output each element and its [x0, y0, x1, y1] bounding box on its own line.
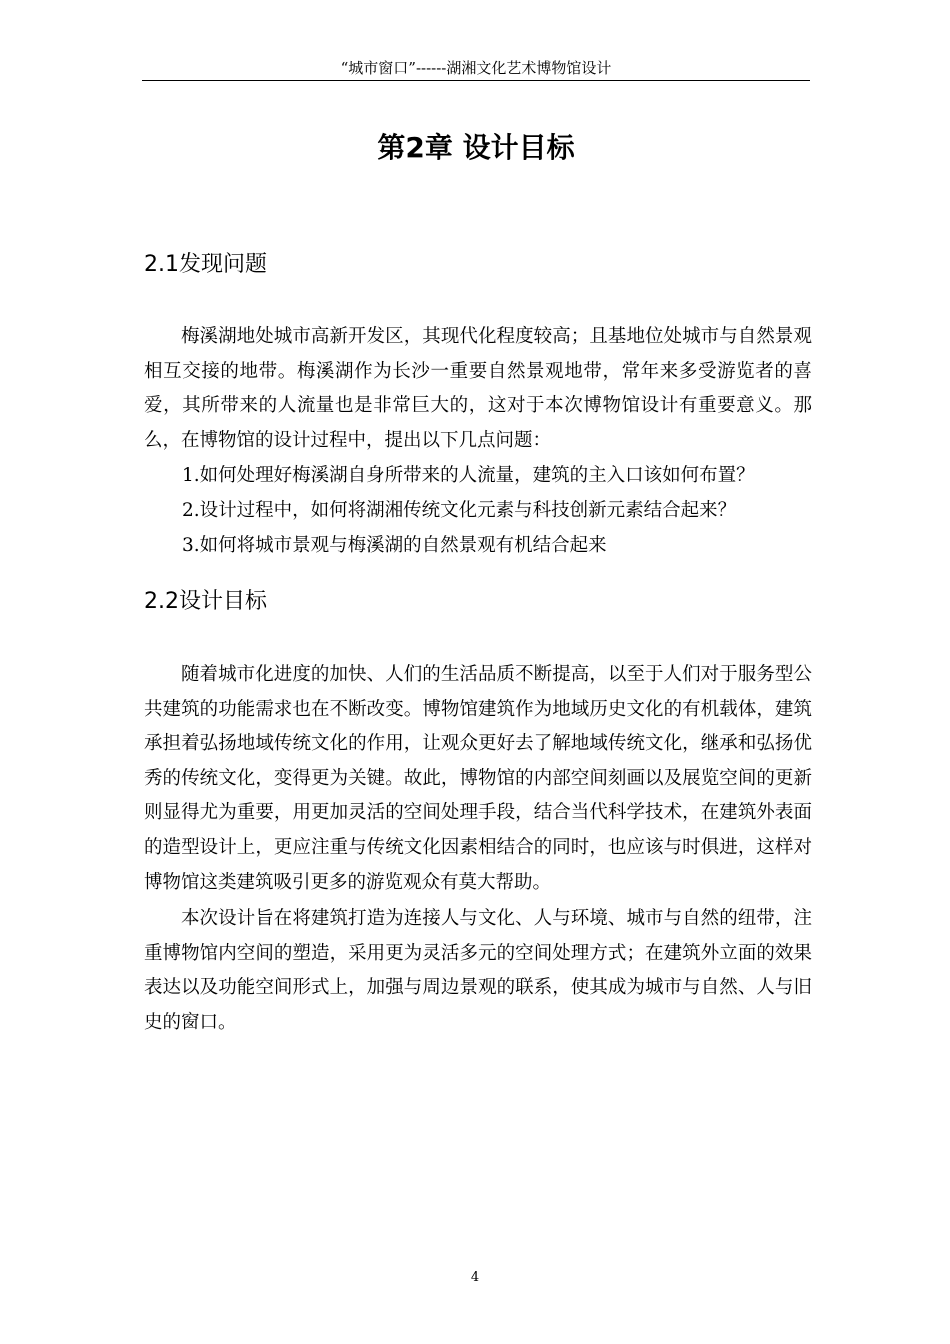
question-item-1: 1.如何处理好梅溪湖自身所带来的人流量，建筑的主入口该如何布置？ [182, 465, 755, 486]
question-item-2: 2.设计过程中，如何将湖湘传统文化元素与科技创新元素结合起来？ [182, 500, 737, 521]
section-2-2-paragraph-2: 本次设计旨在将建筑打造为连接人与文化、人与环境、城市与自然的纽带，注重博物馆内空间的塑造，采用更为灵活多元的空间处理方式；在建筑外立面的效果表达以及功能空间形式上，加强与周边景观的联系，使其成为城市与自然、人与旧史的窗口。 [144, 908, 812, 1033]
chapter-title: 第2章 设计目标 [377, 131, 575, 164]
section-2-2-paragraph-1: 随着城市化进度的加快、人们的生活品质不断提高，以至于人们对于服务型公共建筑的功能需求也在不断改变。博物馆建筑作为地域历史文化的有机载体，建筑承担着弘扬地域传统文化的作用，让观众更好去了解地域传统文化，继承和弘扬优秀的传统文化，变得更为关键。故此，博物馆的内部空间刻画以及展览空间的更新则显得尤为重要，用更加灵活的空间处理手段，结合当代科学技术，在建筑外表面的造型设计上，更应注重与传统文化因素相结合的同时，也应该与时俱进，这样对博物馆这类建筑吸引更多的游览观众有莫大帮助。 [144, 664, 812, 893]
page-number: 4 [470, 1270, 480, 1285]
running-header: “城市窗口”------湖湘文化艺术博物馆设计 [340, 59, 612, 77]
section-2-1-paragraph: 梅溪湖地处城市高新开发区，其现代化程度较高；且基地位处城市与自然景观相互交接的地带。梅溪湖作为长沙一重要自然景观地带，常年来多受游览者的喜爱，其所带来的人流量也是非常巨大的，这对于本次博物馆设计有重要意义。那么，在博物馆的设计过程中，提出以下几点问题： [144, 326, 812, 451]
question-item-3: 3.如何将城市景观与梅溪湖的自然景观有机结合起来 [182, 535, 607, 556]
header-rule [142, 80, 810, 81]
section-heading-2-1: 2.1发现问题 [144, 252, 267, 277]
section-heading-2-2: 2.2设计目标 [144, 589, 267, 614]
